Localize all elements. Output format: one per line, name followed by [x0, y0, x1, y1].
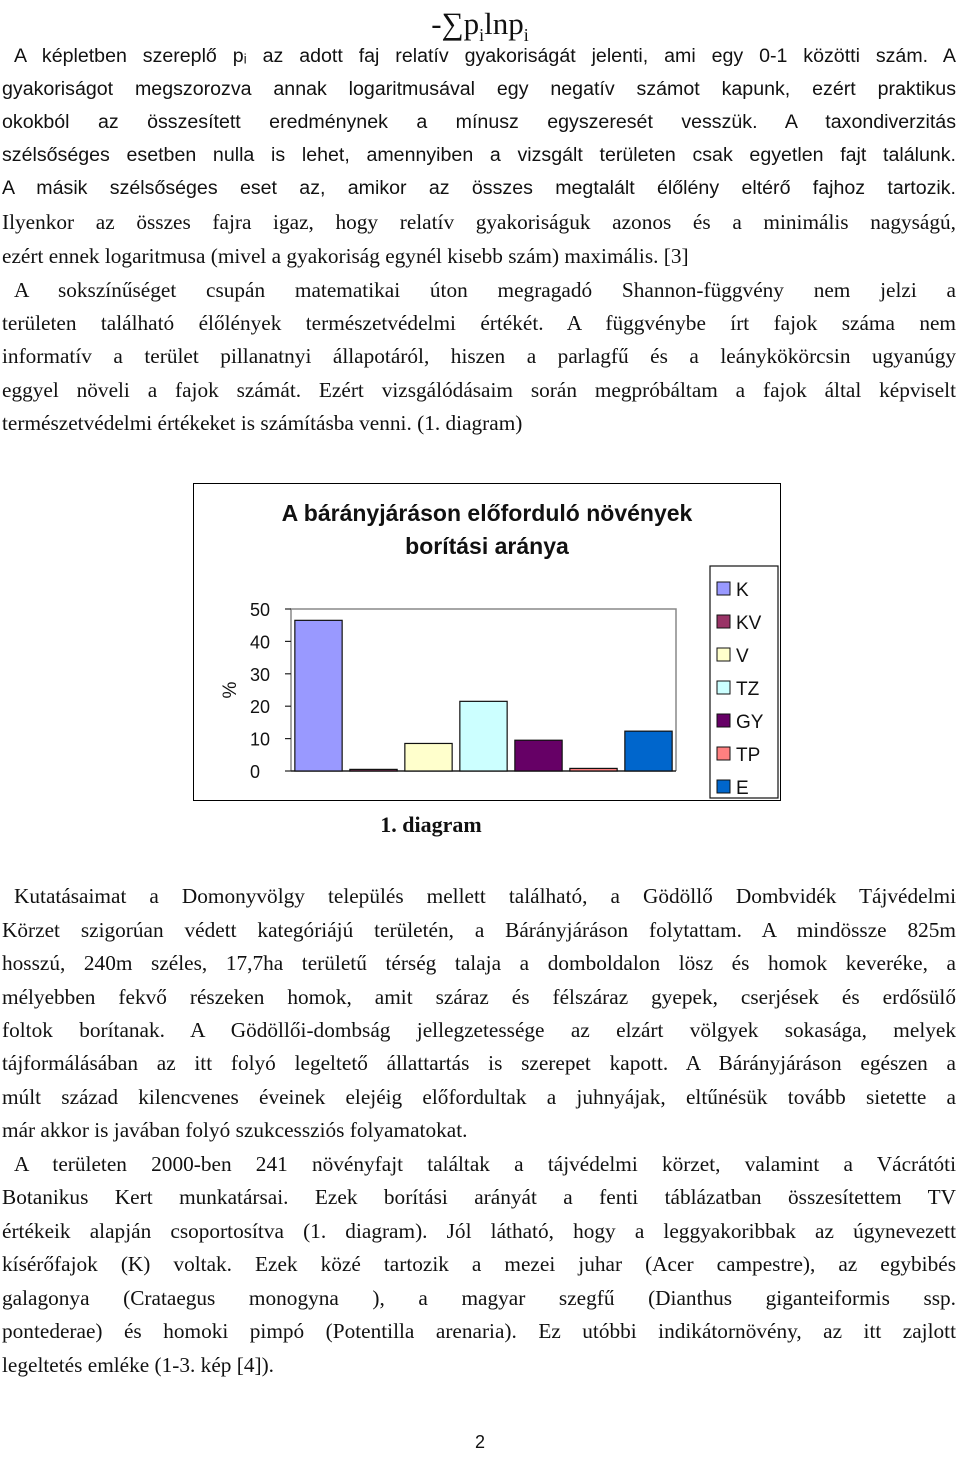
paragraph-2-line: természetvédelmi értékeket is számításba venni. (1. diagram): [2, 411, 523, 435]
paragraph-2-line: Ilyenkor az összes fajra igaz, hogy relatív gyakoriságuk azonos és a minimális nagyságú,: [2, 210, 956, 234]
y-tick-label: 30: [250, 664, 271, 685]
paragraph-3-line: mélyebben fekvő részeken homok, amit száraz és félszáraz gyepek, cserjések és erdősülő: [2, 985, 956, 1009]
legend-swatch-k: [717, 582, 730, 595]
bar-k: [295, 620, 342, 771]
legend-swatch-e: [717, 780, 730, 793]
paragraph-1-line: okokból az összesített eredménynek a mínusz egyszeresét vesszük. A taxondiverzitás: [2, 111, 956, 133]
paragraph-4-line: Botanikus Kert munkatársai. Ezek borítási arányát a fenti táblázatban összesítettem TV: [2, 1185, 956, 1209]
legend-swatch-gy: [717, 714, 730, 727]
y-axis-label: %: [220, 681, 241, 699]
formula-sub-2: i: [523, 25, 529, 46]
bar-tp: [570, 768, 617, 771]
paragraph-2-line: informatív a terület pillanatnyi állapotáról, hiszen a parlagfű és a leánykökörcsin ugyanúgy: [2, 344, 956, 368]
bar-e: [625, 731, 672, 771]
legend-label-e: E: [736, 778, 749, 799]
legend-label-tp: TP: [736, 745, 761, 766]
legend-label-tz: TZ: [736, 679, 760, 700]
bar-chart: [194, 484, 780, 800]
y-tick-label: 0: [250, 762, 261, 782]
paragraph-4-line: A területen 2000-ben 241 növényfajt találtak a tájvédelmi körzet, valamint a Vácrátóti: [14, 1152, 956, 1176]
bar-gy: [515, 740, 562, 771]
page-number: 2: [474, 1432, 485, 1452]
y-tick-label: 20: [250, 697, 271, 718]
paragraph-2-line: területen található élőlények természetvédelmi értékét. A függvénybe írt fajok száma nem: [2, 311, 956, 335]
y-tick-label: 50: [250, 600, 271, 620]
paragraph-4-line: kísérőfajok (K) voltak. Ezek közé tartozik a mezei juhar (Acer campestre), az egybibés: [2, 1252, 956, 1276]
bar-chart-frame: [193, 483, 781, 801]
bar-tz: [460, 701, 507, 771]
legend-label-kv: KV: [736, 613, 762, 634]
y-tick-label: 10: [250, 729, 271, 750]
formula-prefix: -∑p: [431, 6, 480, 41]
paragraph-3-line: foltok borítanak. A Gödöllői-dombság jellegzetessége az elzárt völgyek sokasága, melyek: [2, 1018, 956, 1042]
paragraph-4-line: értékeik alapján csoportosítva (1. diagram). Jól látható, hogy a leggyakoribbak az úgynevezett: [2, 1219, 956, 1243]
chart-title-line-1: A bárányjáráson előforduló növények: [281, 500, 693, 526]
bar-v: [405, 743, 452, 771]
paragraph-3-line: Körzet szigorúan védett kategóriájú területén, a Bárányjáráson folytattam. A mindössze 825m: [2, 918, 956, 942]
paragraph-3-line: hosszú, 240m széles, 17,7ha területű térség talaja a domboldalon lösz és homok keveréke, a: [2, 951, 956, 975]
formula-sub-1: i: [479, 25, 485, 46]
paragraph-1-line: szélsőséges esetben nulla is lehet, amennyiben a vizsgált területen csak egyetlen fajt találunk.: [2, 144, 956, 166]
paragraph-3-line: Kutatásaimat a Domonyvölgy település mellett található, a Gödöllő Dombvidék Tájvédelmi: [14, 884, 956, 908]
legend-label-k: K: [736, 580, 749, 601]
paragraph-4-line: pontederae) és homoki pimpó (Potentilla arenaria). Ez utóbbi indikátornövény, az itt zajlott: [2, 1319, 956, 1343]
chart-title-line-2: borítási aránya: [405, 533, 569, 559]
legend-label-gy: GY: [736, 712, 764, 733]
bar-kv: [350, 769, 397, 771]
legend-label-v: V: [736, 646, 749, 667]
paragraph-1-line: gyakoriságot megszorozva annak logaritmusával egy negatív számot kapunk, ezért praktikus: [2, 78, 956, 100]
formula-middle: lnp: [484, 6, 524, 41]
paragraph-4-line: galagonya (Crataegus monogyna ), a magyar szegfű (Dianthus giganteiformis ssp.: [2, 1286, 956, 1310]
paragraph-2-line: eggyel növeli a fajok számát. Ezért vizsgálódásaim során megpróbáltam a fajok által képviselt: [2, 378, 956, 402]
y-tick-label: 40: [250, 632, 271, 653]
paragraph-4-line: legeltetés emléke (1-3. kép [4]).: [2, 1353, 275, 1377]
paragraph-3-line: már akkor is javában folyó szukcessziós folyamatokat.: [2, 1118, 468, 1142]
legend-swatch-tp: [717, 747, 730, 760]
paragraph-3-line: múlt század kilencvenes éveinek elejéig előfordultak a juhnyájak, eltűnésük tovább sietette a: [2, 1085, 956, 1109]
paragraph-2-line: ezért ennek logaritmusa (mivel a gyakoriság egynél kisebb szám) maximális. [3]: [2, 244, 689, 268]
paragraph-3-line: tájformálásában az itt folyó legeltető állattartás is szerepet kapott. A Bárányjáráson egészen a: [2, 1051, 956, 1075]
legend-swatch-v: [717, 648, 730, 661]
paragraph-2-line: A sokszínűséget csupán matematikai úton megragadó Shannon-függvény nem jelzi a: [14, 278, 956, 302]
paragraph-1-line: A képletben szereplő pᵢ az adott faj relatív gyakoriságát jelenti, ami egy 0-1 közötti szám. A: [14, 45, 956, 67]
legend-swatch-tz: [717, 681, 730, 694]
figure-caption: 1. diagram: [380, 812, 482, 837]
paragraph-1-line: A másik szélsőséges eset az, amikor az összes megtalált élőlény eltérő fajhoz tartozik.: [2, 177, 956, 199]
legend-swatch-kv: [717, 615, 730, 628]
